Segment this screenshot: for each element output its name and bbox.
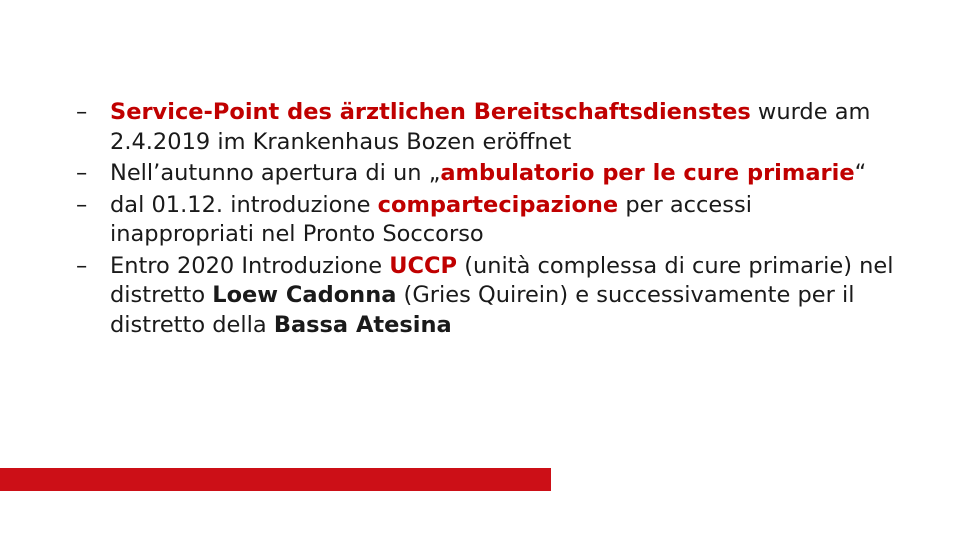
bullet-list [76,98,896,342]
dash-bullet-icon: – [76,252,88,279]
bold-text: Bassa Atesina [273,311,452,338]
highlight-text: Service-Point des ärztlichen Bereitschaftsdienstes [110,99,751,125]
highlight-text: ambulatorio per le cure primarie [440,160,855,186]
body-text: wurde am 2.4.2019 im Krankenhaus Bozen eröffnet [110,99,871,155]
bullet-item-ambulatorio [76,159,896,189]
bullet-item-compartecipazione [76,191,896,250]
bullet-item-service-point [76,98,896,157]
bullet-item-uccp [76,252,896,341]
body-text: “ [854,160,867,186]
bold-text: Loew Cadonna [212,282,397,308]
body-text: dal 01.12. introduzione [110,191,378,218]
body-text: (Gries Quirein) e successivamente per il distretto della [110,282,855,338]
body-text: (unità complessa di cure primarie) nel distretto [110,252,894,308]
body-text: Entro 2020 Introduzione [110,252,390,279]
body-text: Nell’autunno apertura di un „ [110,160,441,186]
highlight-text: compartecipazione [377,191,619,218]
accent-bar [0,468,551,491]
highlight-text: UCCP [389,252,458,279]
dash-bullet-icon: – [76,99,88,125]
dash-bullet-icon: – [76,191,88,218]
dash-bullet-icon: – [76,160,88,186]
body-text: per accessi inappropriati nel Pronto Soccorso [110,191,752,247]
